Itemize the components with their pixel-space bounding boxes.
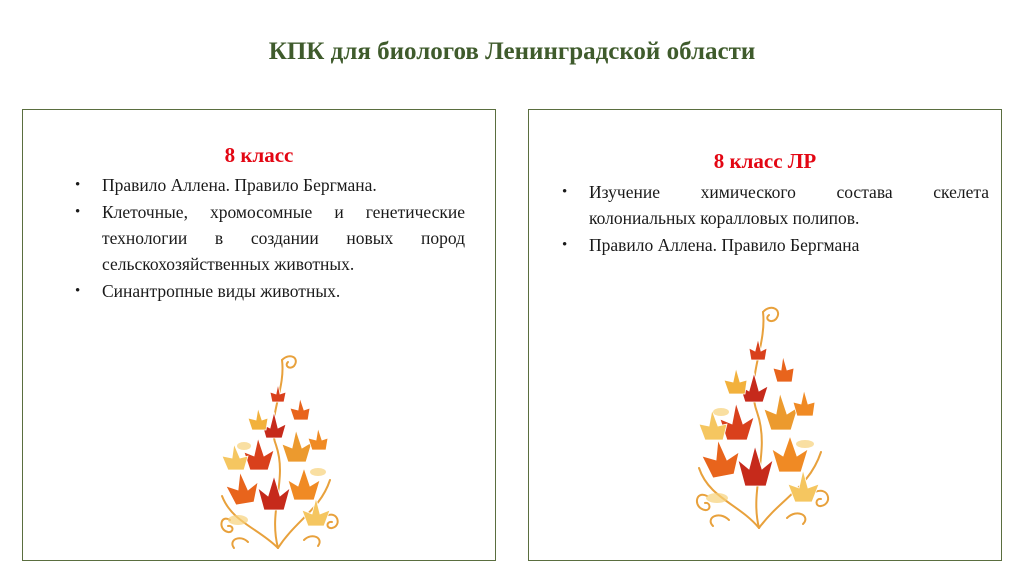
autumn-leaves-ornament bbox=[208, 350, 348, 550]
right-bullet-list bbox=[562, 179, 989, 259]
autumn-leaves-ornament bbox=[687, 302, 837, 530]
list-item: • Изучение химического состава скелета колониальных коралловых полипов. bbox=[562, 182, 989, 228]
list-item: • Клеточные, хромосомные и генетические технологии в создании новых пород сельскохозяйственных животных. bbox=[75, 202, 465, 274]
list-item: • Правило Аллена. Правило Бергмана. bbox=[75, 175, 377, 195]
right-panel-heading: 8 класс ЛР bbox=[713, 149, 817, 173]
list-item-text: Правило Аллена. Правило Бергмана bbox=[589, 235, 860, 255]
list-item: • Правило Аллена. Правило Бергмана bbox=[562, 235, 860, 255]
list-item-text: Правило Аллена. Правило Бергмана. bbox=[102, 175, 377, 195]
left-panel-heading: 8 класс bbox=[224, 143, 294, 167]
list-item-text: Изучение химического состава скелета колониальных коралловых полипов. bbox=[589, 182, 989, 228]
list-item-text: Клеточные, хромосомные и генетические технологии в создании новых пород сельскохозяйственных животных. bbox=[102, 202, 465, 274]
left-panel bbox=[22, 109, 496, 561]
left-bullet-list bbox=[75, 172, 465, 305]
list-item: • Синантропные виды животных. bbox=[75, 281, 341, 301]
slide-title: КПК для биологов Ленинградской области bbox=[268, 38, 756, 65]
list-item-text: Синантропные виды животных. bbox=[102, 281, 341, 301]
right-panel bbox=[528, 109, 1002, 561]
